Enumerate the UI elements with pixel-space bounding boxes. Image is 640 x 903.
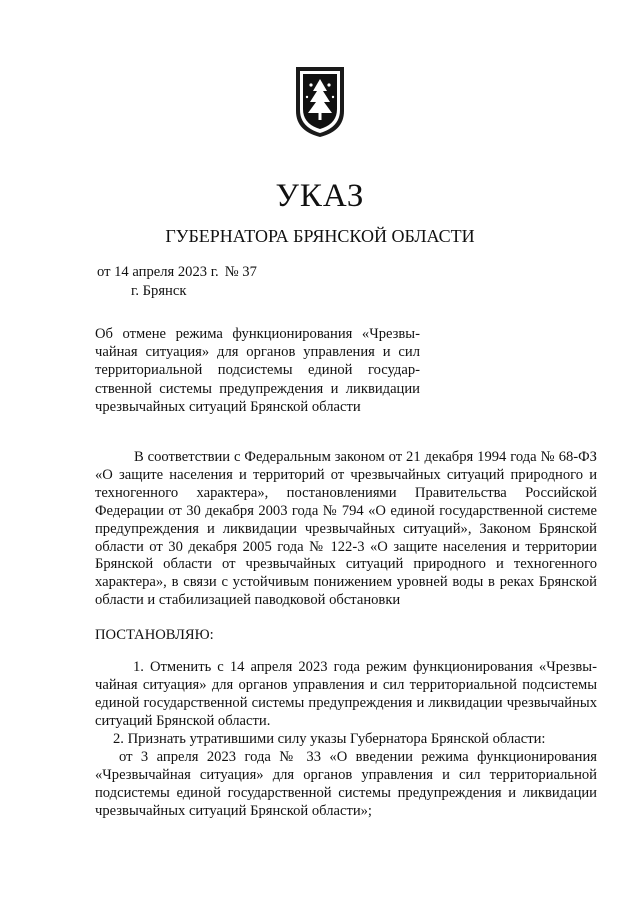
document-date: от 14 апреля 2023 г. — [97, 264, 219, 280]
coat-of-arms-icon — [290, 65, 350, 139]
document-date-line — [97, 263, 257, 282]
item-2-paragraph: 2. Признать утратившими силу указы Губернатора Брянской области: — [113, 731, 546, 747]
document-number: № 37 — [224, 264, 257, 280]
document-title: УКАЗ — [275, 178, 365, 214]
preamble-paragraph: В соответствии с Федеральным законом от 21 декабря 1994 года № 68-ФЗ «О защите населения и территорий от чрезвычайных ситуаций природного и техногенного характера», постановлениями Правительства Российской Федерации от 30 декабря 2003 года № 794 «О единой государственной системе предупреждения и ликвидации чрезвычайных ситуаций», Законом Брянской области от 30 декабря 2005 года № 122-3 «О защите населения и территории Брянской области от чрезвычайных ситуаций природного и техногенного характера», в связи с устойчивым понижением уровней воды в реках Брянской области и стабилизацией паводковой обстановки — [95, 449, 597, 609]
item-2-subparagraph: от 3 апреля 2023 года № 33 «О введении режима функционирования «Чрезвычайная ситуация» для органов управления и сил территориальной подсистемы единой государственной системы предупреждения и ликвидации чрезвычайных ситуаций Брянской области»; — [95, 749, 597, 819]
document-subject: Об отмене режима функционирования «Чрезвычайная ситуация» для органов управления и сил территориальной подсистемы единой государственной системы предупреждения и ликвидации чрезвычайных ситуаций Брянской области — [95, 326, 420, 415]
item-1-paragraph: 1. Отменить с 14 апреля 2023 года режим функционирования «Чрезвычайная ситуация» для органов управления и сил территориальной подсистемы единой государственной системы предупреждения и ликвидации чрезвычайных ситуаций Брянской области. — [95, 659, 597, 729]
document-city: г. Брянск — [131, 283, 187, 299]
decree-heading: ПОСТАНОВЛЯЮ: — [95, 627, 214, 643]
document-subtitle: ГУБЕРНАТОРА БРЯНСКОЙ ОБЛАСТИ — [165, 226, 475, 246]
